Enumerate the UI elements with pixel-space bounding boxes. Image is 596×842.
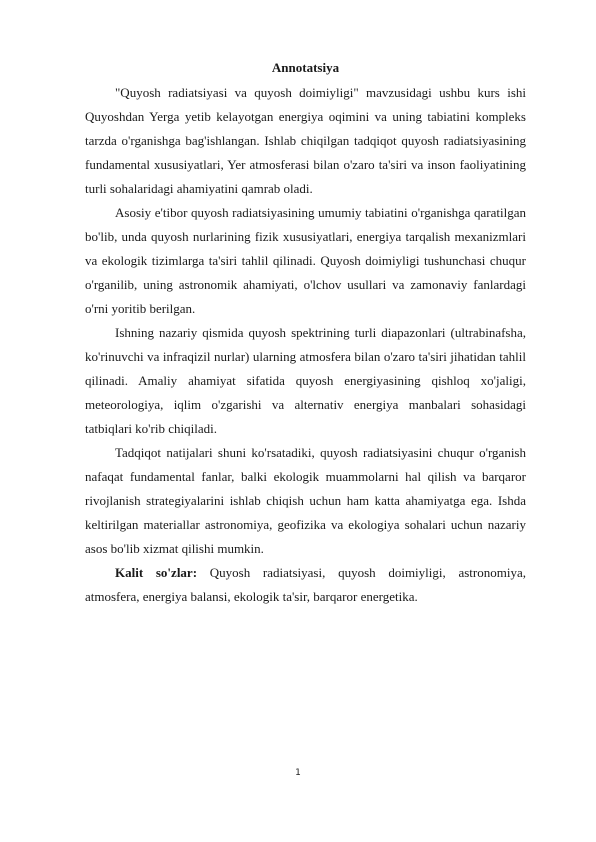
page-content	[85, 58, 526, 609]
keywords-text: Quyosh radiatsiyasi, quyosh doimiyligi, astronomiya, atmosfera, energiya balansi, ekologik ta'sir, barqaror energetika.	[85, 565, 526, 604]
paragraph-1: "Quyosh radiatsiyasi va quyosh doimiyligi" mavzusidagi ushbu kurs ishi Quyoshdan Yerga yetib kelayotgan energiya oqimini va uning tabiatini kompleks tarzda o'rganishga bag'ishlangan. Ishlab chiqilgan tadqiqot quyosh radiatsiyasining fundamental xususiyatlari, Yer atmosferasi bilan o'zaro ta'siri va inson faoliyatining turli sohalaridagi ahamiyatini qamrab oladi.	[85, 85, 526, 196]
keywords-label: Kalit so'zlar:	[115, 565, 198, 580]
keywords-paragraph	[85, 561, 526, 609]
page-number: 1	[295, 768, 301, 778]
paragraph-3: Ishning nazariy qismida quyosh spektrining turli diapazonlari (ultrabinafsha, ko'rinuvchi va infraqizil nurlar) ularning atmosfera bilan o'zaro ta'siri jihatidan tahlil qilinadi. Amaliy ahamiyat sifatida quyosh energiyasining qishloq xo'jaligi, meteorologiya, iqlim o'zgarishi va alternativ energiya manbalari sohasidagi tatbiqlari ko'rib chiqiladi.	[85, 325, 526, 436]
page-title: Annotatsiya	[271, 60, 340, 75]
paragraph-2: Asosiy e'tibor quyosh radiatsiyasining umumiy tabiatini o'rganishga qaratilgan bo'lib, unda quyosh nurlarining fizik xususiyatlari, energiya tarqalish mexanizmlari va ekologik tizimlarga ta'siri tahlil qilinadi. Quyosh doimiyligi tushunchasi chuqur o'rganilib, uning astronomik ahamiyati, o'lchov usullari va zamonaviy fanlardagi o'rni yoritib berilgan.	[85, 205, 526, 316]
paragraph-4: Tadqiqot natijalari shuni ko'rsatadiki, quyosh radiatsiyasini chuqur o'rganish nafaqat fundamental fanlar, balki ekologik muammolarni hal qilish va barqaror rivojlanish strategiyalarini ishlab chiqish uchun ham katta ahamiyatga ega. Ishda keltirilgan materiallar astronomiya, geofizika va ekologiya sohalari uchun nazariy asos bo'lib xizmat qilishi mumkin.	[85, 445, 526, 556]
